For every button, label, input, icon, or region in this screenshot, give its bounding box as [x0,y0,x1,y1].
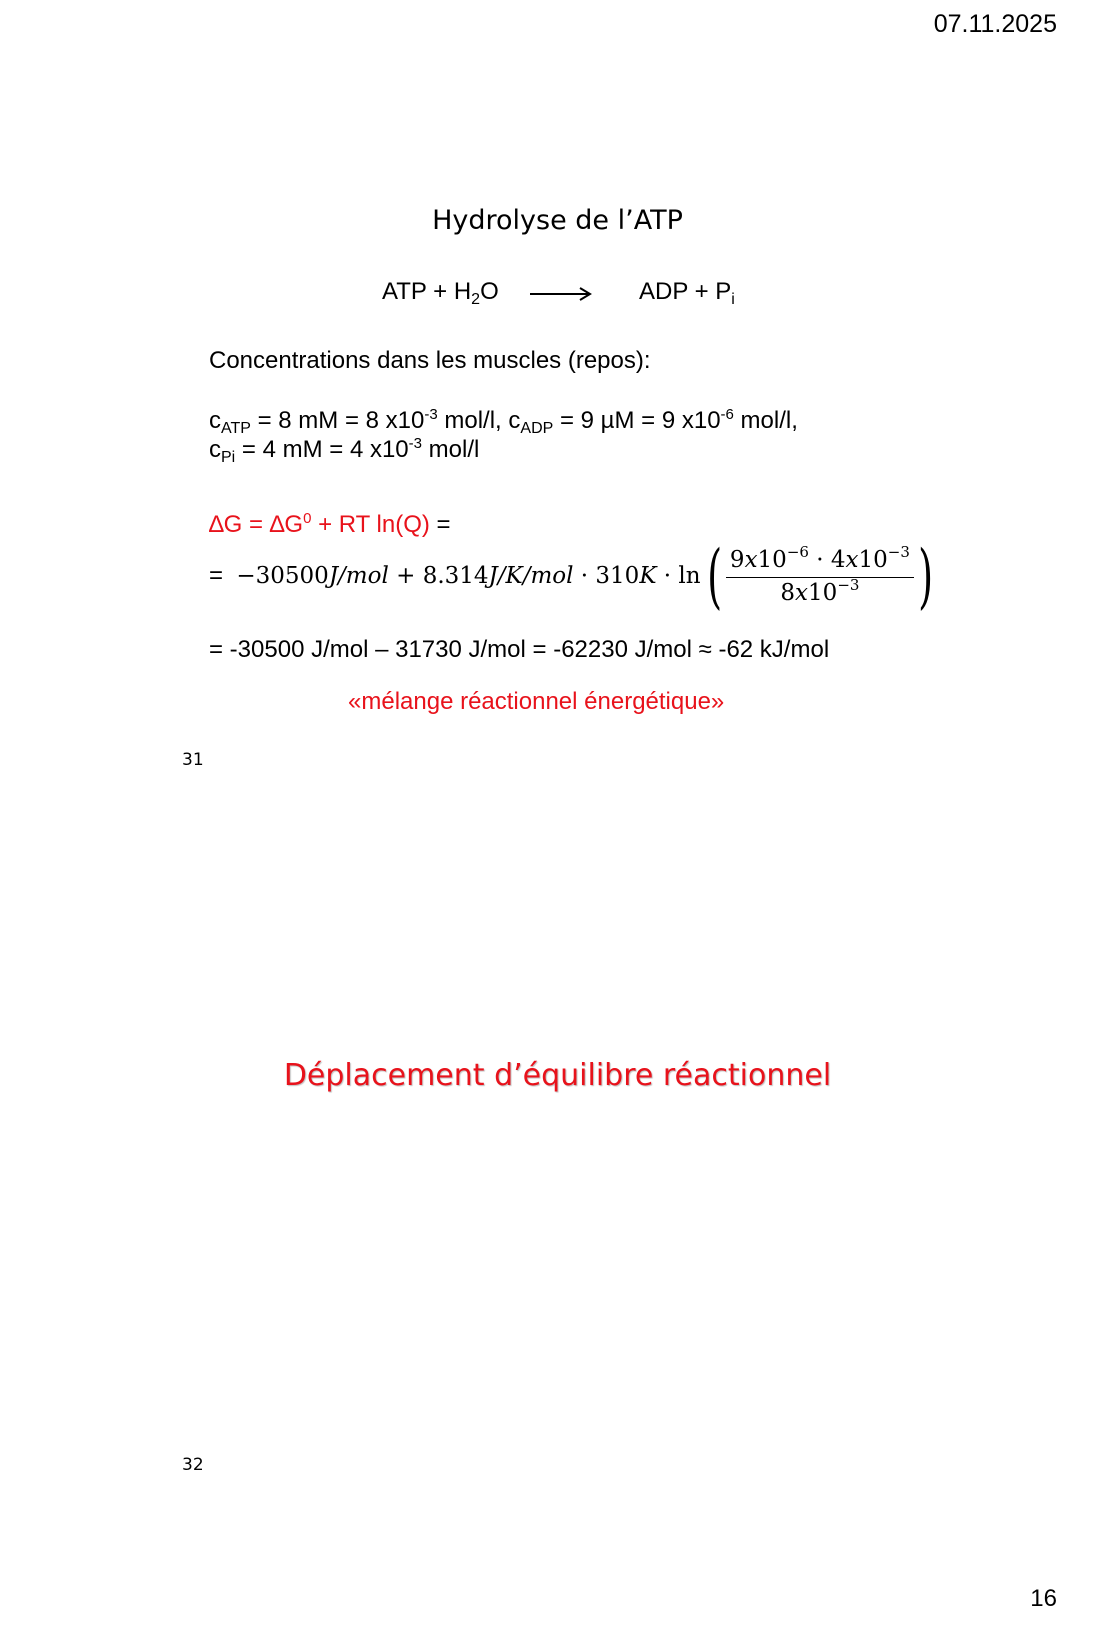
page-number: 16 [1030,1585,1057,1612]
concentration-line-2: $c_{Pi} = 4$ mM = 4 $x10^{-3}$ mol/l [209,435,480,466]
print-date: 07.11.2025 [933,10,1057,38]
quotient-fraction: $\frac{9x10^{-6} \cdot 4x10^{-3}}{8x10^{-3}}$ [726,547,914,606]
slide-number-32: 32 [182,1455,204,1475]
gibbs-substitution: = −30500J/mol + 8.314J/K/mol · 310K · ln ( $\frac{9x10^{-6} \cdot 4x10^{-3}}{8x10^{-3}}$ ) [209,535,934,617]
slide-title: Hydrolyse de l’ATP [432,205,683,236]
gibbs-equation: $\Delta G = \Delta G^0$ + RT ln(Q) = [209,510,451,538]
calculation-result: = -30500 J/mol – 31730 J/mol = -62230 J/mol ≈ -62 kJ/mol [209,636,830,663]
reaction-arrow-icon [530,281,594,307]
reaction-reactants: ATP + $H_2O$ [382,278,499,308]
concentrations-heading: Concentrations dans les muscles (repos): [209,347,651,374]
remark-text: «mélange réactionnel énergétique» [348,688,725,715]
section-title: Déplacement d’équilibre réactionnel [283,1058,832,1093]
concentration-line-1: $c_{ATP} = 8$ mM = 8 $x10^{-3}$ mol/l, $c_{ADP} = 9$ µM = 9 $x10^{-6}$ mol/l, [209,406,798,437]
reaction-products: ADP + $P_i$ [639,278,735,308]
slide-number-31: 31 [182,750,204,770]
